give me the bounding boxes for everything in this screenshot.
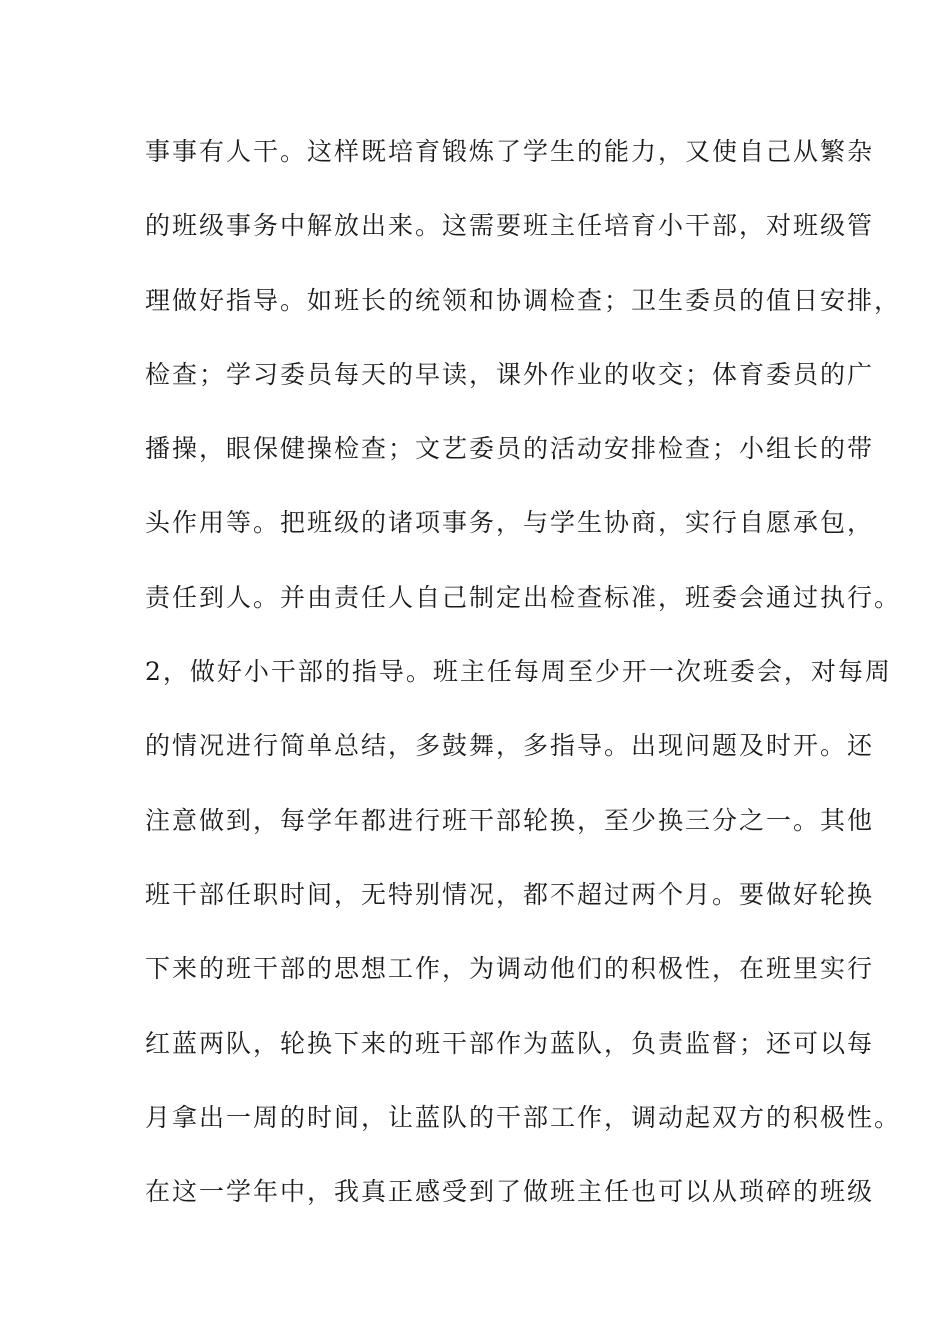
text-line: 的情况进行简单总结，多鼓舞，多指导。出现问题及时开。还 <box>145 731 875 761</box>
text-line: 红蓝两队，轮换下来的班干部作为蓝队，负责监督；还可以每 <box>145 1028 875 1058</box>
text-line: 检查；学习委员每天的早读，课外作业的收交；体育委员的广 <box>145 359 875 389</box>
text-line: 在这一学年中，我真正感受到了做班主任也可以从琐碎的班级 <box>145 1177 875 1207</box>
text-line: 月拿出一周的时间，让蓝队的干部工作，调动起双方的积极性。 <box>145 1102 902 1132</box>
text-line: 播操，眼保健操检查；文艺委员的活动安排检查；小组长的带 <box>145 434 875 464</box>
text-line: 的班级事务中解放出来。这需要班主任培育小干部，对班级管 <box>145 211 875 241</box>
text-line: 注意做到，每学年都进行班干部轮换，至少换三分之一。其他 <box>145 805 875 835</box>
text-line: 2，做好小干部的指导。班主任每周至少开一次班委会，对每周 <box>145 657 892 687</box>
body-text <box>145 132 902 1246</box>
text-line: 下来的班干部的思想工作，为调动他们的积极性，在班里实行 <box>145 954 875 984</box>
text-line: 责任到人。并由责任人自己制定出检查标准，班委会通过执行。 <box>145 582 902 612</box>
text-line: 理做好指导。如班长的统领和协调检查；卫生委员的值日安排， <box>145 285 902 315</box>
text-line: 头作用等。把班级的诸项事务，与学生协商，实行自愿承包， <box>145 508 875 538</box>
text-line: 班干部任职时间，无特别情况，都不超过两个月。要做好轮换 <box>145 879 875 909</box>
text-line: 事事有人干。这样既培育锻炼了学生的能力，又使自己从繁杂 <box>145 137 875 166</box>
